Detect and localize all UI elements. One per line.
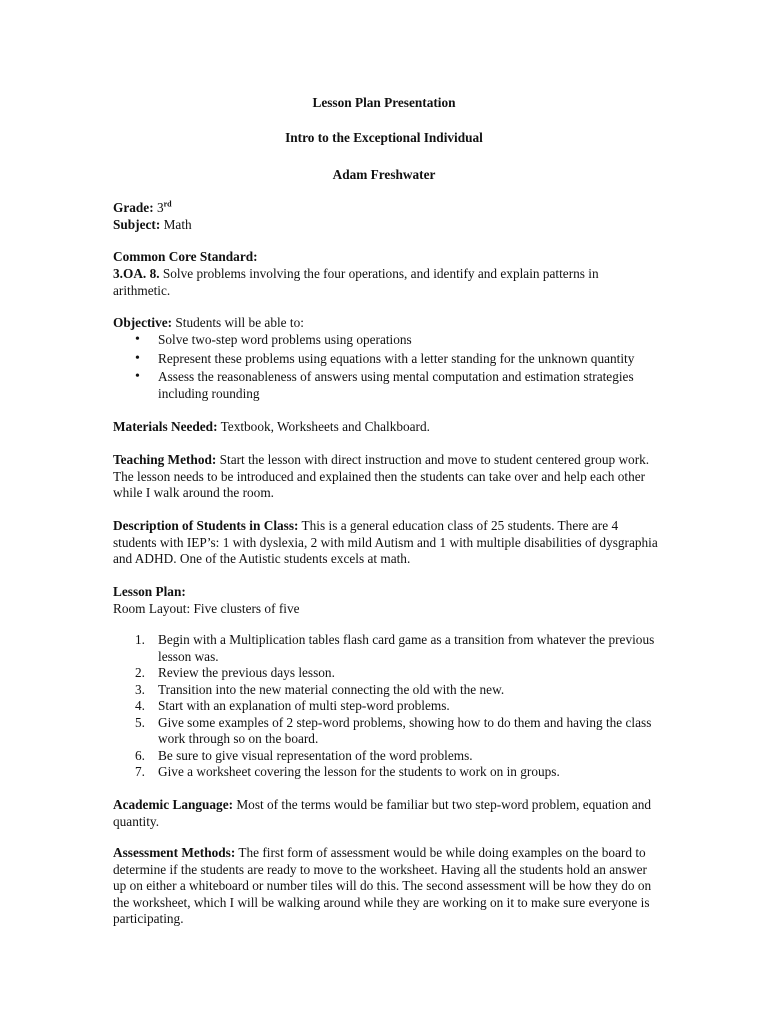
academic-language <box>113 797 658 830</box>
teaching-text: Start the lesson with direct instruction and move to student centered group work. The lesson needs to be introduced and explained then the students can take over and help each other while I walk around the room. <box>113 452 650 500</box>
academic-text: Most of the terms would be familiar but two step-word problem, equation and quantity. <box>113 797 652 829</box>
grade-label: Grade: <box>113 200 154 215</box>
academic-label: Academic Language: <box>113 797 234 812</box>
objective-line <box>113 315 658 332</box>
teaching-label: Teaching Method: <box>113 452 217 467</box>
standard-heading: Common Core Standard: <box>113 249 258 264</box>
students-description <box>113 518 658 568</box>
students-label: Description of Students in Class: <box>113 518 299 533</box>
list-item: 3. Transition into the new material connecting the old with the new. <box>135 681 505 697</box>
list-item: 5. Give some examples of 2 step-word problems, showing how to do them and having the class work through so on the board. <box>135 714 652 746</box>
objective-label: Objective: <box>113 315 173 330</box>
subject-line <box>113 217 658 234</box>
subject-label: Subject: <box>113 217 161 232</box>
students-text: This is a general education class of 25 students. There are 4 students with IEP’s: 1 with dyslexia, 2 with mild Autism and 1 with multiple disabilities of dysgraphia and ADHD. One of the Autistic students excels at math. <box>113 518 658 566</box>
list-item: • Assess the reasonableness of answers using mental computation and estimation strategies including rounding <box>113 369 658 402</box>
lesson-steps <box>113 632 658 781</box>
objective-list <box>113 332 658 402</box>
standard-text <box>113 266 658 299</box>
assessment-text: The first form of assessment would be while doing examples on the board to determine if the students are ready to move to the worksheet. Having all the students hold an answer up on either a whiteboard or number tiles will do this. The second assessment will be how they do on the worksheet, which I will be walking around while they are working on it to make sure everyone is participating. <box>113 845 652 926</box>
materials-line <box>113 419 658 436</box>
assessment-methods <box>113 845 658 928</box>
grade-superscript: rd <box>163 199 172 209</box>
assessment-label: Assessment Methods: <box>113 845 236 860</box>
teaching-method <box>113 452 658 502</box>
standard-code: 3.OA. 8. <box>113 266 160 281</box>
list-item: 4. Start with an explanation of multi step-word problems. <box>135 698 450 713</box>
standard-description: Solve problems involving the four operations, and identify and explain patterns in arithmetic. <box>113 266 599 298</box>
list-item: 7. Give a worksheet covering the lesson for the students to work on in groups. <box>135 764 560 779</box>
room-layout: Room Layout: Five clusters of five <box>113 601 300 616</box>
list-item: 2. Review the previous days lesson. <box>135 665 335 680</box>
list-item: 6. Be sure to give visual representation of the word problems. <box>135 747 473 763</box>
list-item: • Solve two-step word problems using operations <box>113 332 658 349</box>
objective-intro: Students will be able to: <box>175 315 304 330</box>
subject-value: Math <box>163 217 192 232</box>
materials-text: Textbook, Worksheets and Chalkboard. <box>220 419 430 434</box>
materials-label: Materials Needed: <box>113 419 218 434</box>
document-title: Lesson Plan Presentation <box>312 95 456 110</box>
lesson-plan-heading: Lesson Plan: <box>113 584 186 599</box>
grade-value: 3 <box>156 200 164 215</box>
list-item: • Represent these problems using equations with a letter standing for the unknown quantity <box>113 351 658 368</box>
grade-line <box>113 200 658 217</box>
author-name: Adam Freshwater <box>332 167 436 182</box>
list-item: 1. Begin with a Multiplication tables flash card game as a transition from whatever the previous lesson was. <box>135 632 655 664</box>
course-title: Intro to the Exceptional Individual <box>285 130 483 145</box>
